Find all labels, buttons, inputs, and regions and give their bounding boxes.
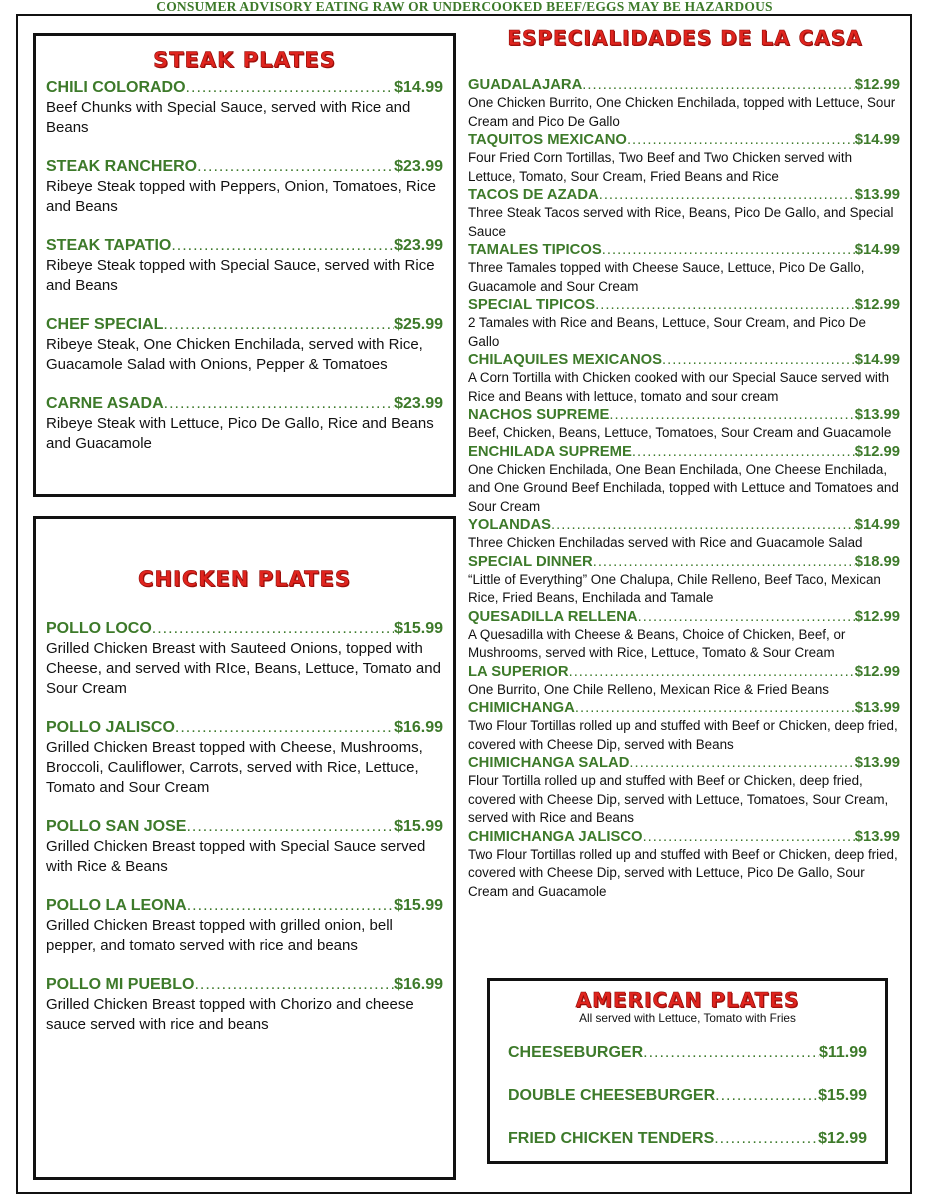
item-name-row (468, 186, 900, 204)
item-description: Beef Chunks with Special Sauce, served with Rice and Beans (46, 99, 411, 136)
item-name: CHILI COLORADO (46, 79, 186, 96)
dot-leader (575, 699, 855, 717)
dot-leader (551, 516, 855, 534)
menu-item (508, 1129, 867, 1149)
dot-leader (582, 76, 854, 94)
menu-item (46, 817, 443, 877)
steak-plates-list (46, 78, 443, 454)
item-name: CHIMICHANGA (468, 700, 575, 716)
steak-plates-title: STEAK PLATES (153, 48, 336, 72)
item-name-row (468, 296, 900, 314)
menu-item (46, 394, 443, 454)
item-name: STEAK RANCHERO (46, 158, 198, 175)
menu-item (468, 663, 900, 700)
dot-leader (569, 663, 855, 681)
dot-leader (187, 896, 394, 916)
menu-item (468, 828, 900, 902)
item-price: $23.99 (394, 237, 443, 254)
chicken-plates-section (33, 516, 456, 1180)
item-price: $14.99 (854, 352, 900, 368)
item-price: $13.99 (854, 187, 900, 203)
menu-item (468, 516, 900, 553)
item-description: One Burrito, One Chile Relleno, Mexican Rice & Fried Beans (468, 681, 829, 697)
dot-leader (163, 315, 394, 335)
item-price: $16.99 (394, 719, 443, 736)
dot-leader (171, 236, 394, 256)
dot-leader (599, 186, 855, 204)
item-price: $14.99 (854, 132, 900, 148)
item-price: $13.99 (854, 755, 900, 771)
item-price: $13.99 (854, 700, 900, 716)
item-name: POLLO JALISCO (46, 719, 175, 736)
item-price: $23.99 (394, 158, 443, 175)
item-price: $14.99 (854, 242, 900, 258)
dot-leader (609, 406, 854, 424)
item-description: Grilled Chicken Breast topped with Cheese, Mushrooms, Broccoli, Cauliflower, Carrots, served with Rice, Lettuce, Tomato and Sour Cream (46, 739, 423, 796)
item-description: Three Steak Tacos served with Rice, Beans, Pico De Gallo, and Special Sauce (468, 205, 894, 239)
item-description: Ribeye Steak topped with Special Sauce, served with Rice and Beans (46, 257, 435, 294)
item-name-row (46, 975, 443, 995)
menu-item (46, 619, 443, 699)
dot-leader (643, 828, 855, 846)
dot-leader (602, 241, 855, 259)
item-name-row (468, 608, 900, 626)
item-description: Grilled Chicken Breast topped with Chorizo and cheese sauce served with rice and beans (46, 996, 414, 1033)
menu-item (46, 236, 443, 296)
dot-leader (152, 619, 394, 639)
dot-leader (595, 296, 855, 314)
item-name-row (468, 406, 900, 424)
item-description: Grilled Chicken Breast topped with grilled onion, bell pepper, and tomato served with rice and beans (46, 917, 393, 954)
dot-leader (164, 394, 394, 414)
menu-item (508, 1086, 867, 1106)
item-description: Ribeye Steak with Lettuce, Pico De Gallo, Rice and Beans and Guacamole (46, 415, 434, 452)
item-description: 2 Tamales with Rice and Beans, Lettuce, Sour Cream, and Pico De Gallo (468, 315, 866, 349)
dot-leader (627, 131, 855, 149)
item-name: SPECIAL TIPICOS (468, 297, 596, 313)
item-description: Flour Tortilla rolled up and stuffed with Beef or Chicken, deep fried, covered with Cheese Dip, served with Lettuce, Tomatoes, Sour Cream, served with Rice and Beans (468, 773, 889, 825)
dot-leader (715, 1086, 818, 1106)
item-name-row (46, 718, 443, 738)
item-name-row (46, 619, 443, 639)
american-plates-section (487, 978, 888, 1164)
menu-item (468, 553, 900, 608)
item-price: $15.99 (394, 818, 443, 835)
item-name-row (46, 157, 443, 177)
dot-leader (186, 78, 395, 98)
item-name-row (468, 553, 900, 571)
item-name-row (468, 76, 900, 94)
item-name: POLLO SAN JOSE (46, 818, 187, 835)
item-name: LA SUPERIOR (468, 663, 569, 680)
menu-item (468, 608, 900, 663)
menu-item (468, 754, 900, 828)
item-description: Three Tamales topped with Cheese Sauce, Lettuce, Pico De Gallo, Guacamole and Sour Cream (468, 260, 865, 294)
item-price: $12.99 (818, 1130, 867, 1147)
item-price: $18.99 (854, 553, 900, 570)
item-name-row (46, 896, 443, 916)
menu-item (46, 315, 443, 375)
item-price: $16.99 (394, 976, 443, 993)
dot-leader (643, 1043, 819, 1063)
dot-leader (714, 1129, 818, 1149)
menu-item (468, 186, 900, 241)
item-description: Grilled Chicken Breast with Sauteed Onions, topped with Cheese, and served with RIce, Beans, Lettuce, Tomato and Sour Cream (46, 640, 441, 697)
dot-leader (175, 718, 394, 738)
chicken-plates-title: CHICKEN PLATES (138, 567, 351, 591)
dot-leader (186, 817, 394, 837)
steak-plates-section (33, 33, 456, 497)
item-price: $12.99 (854, 663, 900, 680)
item-name-row (46, 236, 443, 256)
item-name: CHEESEBURGER (508, 1044, 644, 1061)
especialidades-title: ESPECIALIDADES DE LA CASA (507, 26, 863, 50)
item-name: STEAK TAPATIO (46, 237, 172, 254)
item-price: $12.99 (854, 608, 900, 625)
item-price: $14.99 (854, 517, 900, 533)
item-name-row (468, 443, 900, 461)
dot-leader (629, 754, 854, 772)
menu-item (468, 76, 900, 131)
especialidades-section (466, 26, 900, 901)
menu-item (46, 157, 443, 217)
especialidades-list (466, 76, 900, 901)
item-description: Ribeye Steak topped with Peppers, Onion, Tomatoes, Rice and Beans (46, 178, 436, 215)
dot-leader (197, 157, 394, 177)
dot-leader (662, 351, 855, 369)
item-name-row (468, 351, 900, 369)
item-name: FRIED CHICKEN TENDERS (508, 1130, 715, 1147)
item-price: $12.99 (854, 443, 900, 460)
item-name: TACOS DE AZADA (468, 187, 599, 203)
item-name: CARNE ASADA (46, 395, 164, 412)
item-name: GUADALAJARA (468, 77, 583, 93)
chicken-plates-list (46, 619, 443, 1035)
american-plates-list (508, 1043, 867, 1149)
item-name-row (468, 516, 900, 534)
menu-item (468, 131, 900, 186)
item-price: $12.99 (854, 77, 900, 93)
item-description: Four Fried Corn Tortillas, Two Beef and Two Chicken served with Lettuce, Tomato, Sour Cream, Fried Beans and Rice (468, 150, 853, 184)
menu-item (468, 296, 900, 351)
item-price: $23.99 (394, 395, 443, 412)
item-description: Three Chicken Enchiladas served with Rice and Guacamole Salad (468, 535, 863, 550)
menu-item (46, 78, 443, 138)
item-description: Ribeye Steak, One Chicken Enchilada, served with Rice, Guacamole Salad with Onions, Pepper & Tomatoes (46, 336, 423, 373)
item-price: $25.99 (394, 316, 443, 333)
item-name-row (46, 315, 443, 335)
item-name-row (468, 131, 900, 149)
dot-leader (638, 608, 855, 626)
item-description: A Corn Tortilla with Chicken cooked with our Special Sauce served with Rice and Beans with lettuce, tomato and sour cream (468, 370, 890, 404)
american-plates-title: AMERICAN PLATES (575, 988, 800, 1012)
item-name: POLLO LOCO (46, 620, 152, 637)
item-price: $14.99 (394, 79, 443, 96)
dot-leader (632, 443, 855, 461)
menu-item (46, 896, 443, 956)
item-description: “Little of Everything” One Chalupa, Chile Relleno, Beef Taco, Mexican Rice, Fried Beans, Enchilada and Tamale (468, 571, 881, 605)
item-description: A Quesadilla with Cheese & Beans, Choice of Chicken, Beef, or Mushrooms, served with Rice, Lettuce, Tomato & Sour Cream (468, 626, 846, 660)
item-name-row (468, 663, 900, 681)
item-name: POLLO LA LEONA (46, 897, 187, 914)
item-name: YOLANDAS (468, 517, 552, 533)
item-description: Two Flour Tortillas rolled up and stuffed with Beef or Chicken, deep fried, covered with Cheese Dip, served with Beans (468, 718, 898, 752)
dot-leader (593, 553, 855, 571)
american-plates-subtitle: All served with Lettuce, Tomato with Fries (579, 1011, 796, 1025)
item-price: $15.99 (394, 620, 443, 637)
item-name: CHILAQUILES MEXICANOS (468, 352, 663, 368)
item-description: Beef, Chicken, Beans, Lettuce, Tomatoes, Sour Cream and Guacamole (468, 425, 892, 440)
menu-item (46, 975, 443, 1035)
menu-item (468, 406, 900, 443)
item-name-row (468, 699, 900, 717)
item-price: $15.99 (818, 1087, 867, 1104)
menu-item (468, 443, 900, 517)
dot-leader (194, 975, 394, 995)
item-name: DOUBLE CHEESEBURGER (508, 1087, 716, 1104)
item-name: QUESADILLA RELLENA (468, 608, 638, 625)
item-name-row (46, 817, 443, 837)
item-price: $11.99 (818, 1044, 867, 1061)
item-name-row (468, 241, 900, 259)
item-name-row (468, 754, 900, 772)
item-name: TAQUITOS MEXICANO (468, 132, 627, 148)
item-name-row (46, 394, 443, 414)
menu-item (46, 718, 443, 798)
item-name-row (46, 78, 443, 98)
item-name-row (468, 828, 900, 846)
item-name: ENCHILADA SUPREME (468, 443, 632, 460)
item-price: $13.99 (854, 828, 900, 845)
item-name: POLLO MI PUEBLO (46, 976, 195, 993)
item-description: One Chicken Burrito, One Chicken Enchilada, topped with Lettuce, Sour Cream and Pico De Gallo (468, 95, 896, 129)
consumer-advisory: CONSUMER ADVISORY EATING RAW OR UNDERCOOKED BEEF/EGGS MAY BE HAZARDOUS (156, 0, 773, 14)
item-name: SPECIAL DINNER (468, 553, 593, 570)
menu-item (468, 699, 900, 754)
item-description: Grilled Chicken Breast topped with Special Sauce served with Rice & Beans (46, 838, 426, 875)
menu-item (468, 351, 900, 406)
item-name: TAMALES TIPICOS (468, 242, 602, 258)
item-price: $15.99 (394, 897, 443, 914)
item-name: CHEF SPECIAL (46, 316, 164, 333)
item-name: CHIMICHANGA JALISCO (468, 828, 643, 845)
item-price: $13.99 (854, 407, 900, 423)
item-name: CHIMICHANGA SALAD (468, 755, 630, 771)
menu-item (508, 1043, 867, 1063)
item-description: Two Flour Tortillas rolled up and stuffed with Beef or Chicken, deep fried, covered with Cheese Dip, served with Lettuce, Pico De Gallo, Sour Cream and Guacamole (468, 846, 898, 899)
item-description: One Chicken Enchilada, One Bean Enchilada, One Cheese Enchilada, and One Ground Beef Enchilada, topped with Lettuce and Tomatoes and Sour Cream (468, 461, 899, 514)
item-name: NACHOS SUPREME (468, 407, 610, 423)
menu-item (468, 241, 900, 296)
item-price: $12.99 (854, 297, 900, 313)
